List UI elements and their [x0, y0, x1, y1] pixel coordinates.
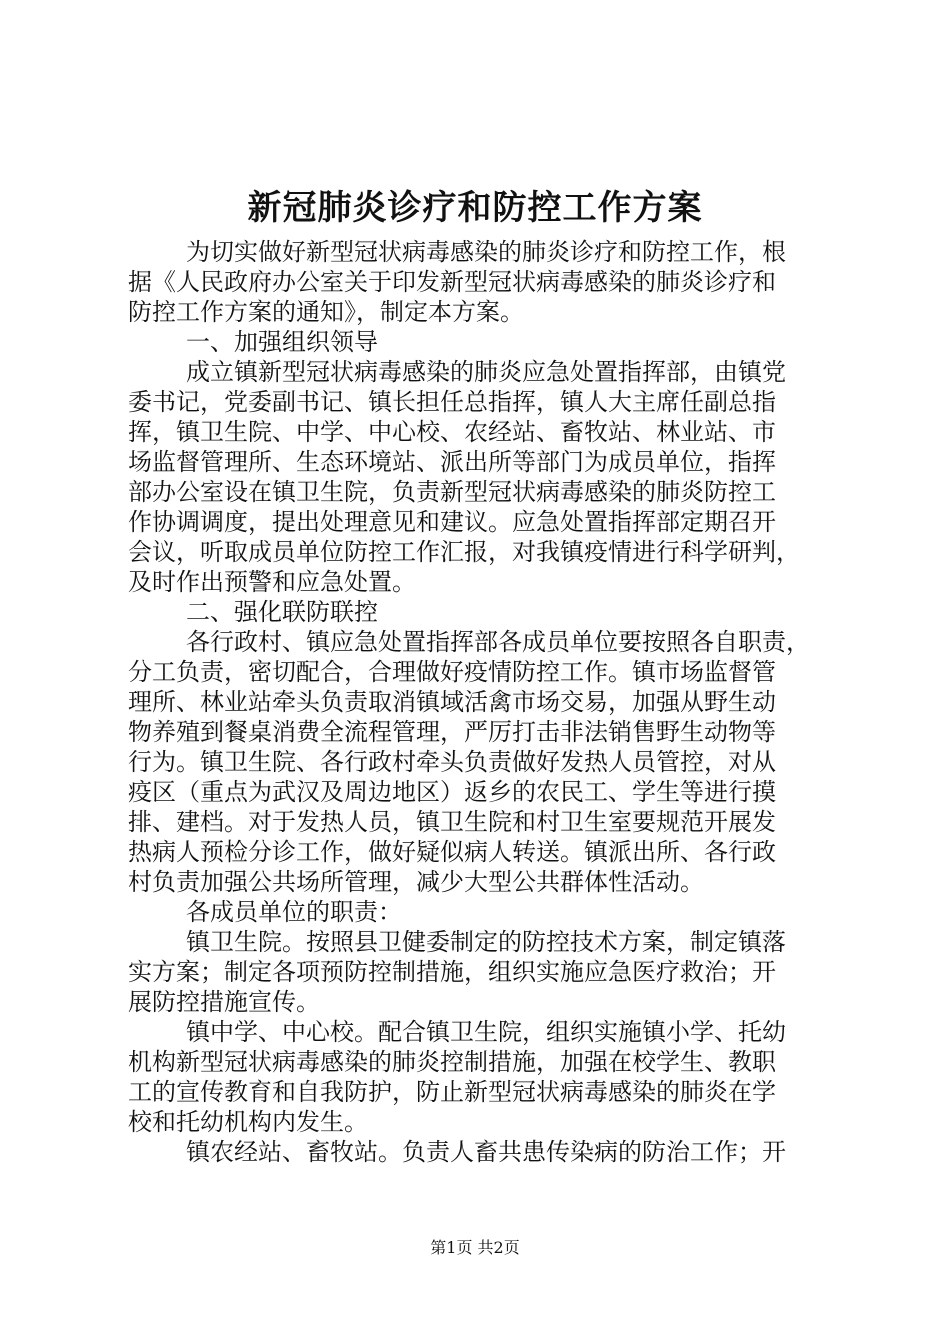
text-line: 各行政村、镇应急处置指挥部各成员单位要按照各自职责，: [186, 628, 810, 656]
text-line: 为切实做好新型冠状病毒感染的肺炎诊疗和防控工作，根: [186, 238, 786, 266]
document-title: 新冠肺炎诊疗和防控工作方案: [247, 188, 703, 228]
text-line: 挥，镇卫生院、中学、中心校、农经站、畜牧站、林业站、市: [128, 418, 776, 446]
text-line: 场监督管理所、生态环境站、派出所等部门为成员单位，指挥: [128, 448, 776, 476]
text-line: 工的宣传教育和自我防护，防止新型冠状病毒感染的肺炎在学: [128, 1078, 776, 1106]
text-line: 据《人民政府办公室关于印发新型冠状病毒感染的肺炎诊疗和: [128, 268, 776, 296]
text-line: 镇中学、中心校。配合镇卫生院，组织实施镇小学、托幼: [186, 1018, 786, 1046]
text-line: 镇卫生院。按照县卫健委制定的防控技术方案，制定镇落: [186, 928, 786, 956]
text-line: 各成员单位的职责：: [186, 898, 402, 926]
text-line: 作协调调度，提出处理意见和建议。应急处置指挥部定期召开: [128, 508, 776, 536]
text-line: 机构新型冠状病毒感染的肺炎控制措施，加强在校学生、教职: [128, 1048, 776, 1076]
text-line: 镇农经站、畜牧站。负责人畜共患传染病的防治工作；开: [186, 1138, 786, 1166]
text-line: 行为。镇卫生院、各行政村牵头负责做好发热人员管控，对从: [128, 748, 776, 776]
text-line: 会议，听取成员单位防控工作汇报，对我镇疫情进行科学研判，: [128, 538, 800, 566]
text-line: 委书记，党委副书记、镇长担任总指挥，镇人大主席任副总指: [128, 388, 776, 416]
text-line: 一、加强组织领导: [186, 328, 378, 356]
text-line: 村负责加强公共场所管理，减少大型公共群体性活动。: [128, 868, 704, 896]
text-line: 分工负责，密切配合，合理做好疫情防控工作。镇市场监督管: [128, 658, 776, 686]
text-line: 物养殖到餐桌消费全流程管理，严厉打击非法销售野生动物等: [128, 718, 776, 746]
text-line: 展防控措施宣传。: [128, 988, 320, 1016]
text-line: 防控工作方案的通知》，制定本方案。: [128, 298, 524, 326]
text-line: 部办公室设在镇卫生院，负责新型冠状病毒感染的肺炎防控工: [128, 478, 776, 506]
text-line: 热病人预检分诊工作，做好疑似病人转送。镇派出所、各行政: [128, 838, 776, 866]
text-line: 校和托幼机构内发生。: [128, 1108, 368, 1136]
document-body: [128, 237, 828, 1167]
text-line: 二、强化联防联控: [186, 598, 378, 626]
text-line: 及时作出预警和应急处置。: [128, 568, 416, 596]
text-line: 成立镇新型冠状病毒感染的肺炎应急处置指挥部，由镇党: [186, 358, 786, 386]
text-line: 疫区（重点为武汉及周边地区）返乡的农民工、学生等进行摸: [128, 778, 776, 806]
text-line: 理所、林业站牵头负责取消镇域活禽市场交易，加强从野生动: [128, 688, 776, 716]
text-line: 实方案；制定各项预防控制措施，组织实施应急医疗救治；开: [128, 958, 776, 986]
page-footer: 第1页 共2页: [430, 1238, 520, 1257]
text-line: 排、建档。对于发热人员，镇卫生院和村卫生室要规范开展发: [128, 808, 776, 836]
